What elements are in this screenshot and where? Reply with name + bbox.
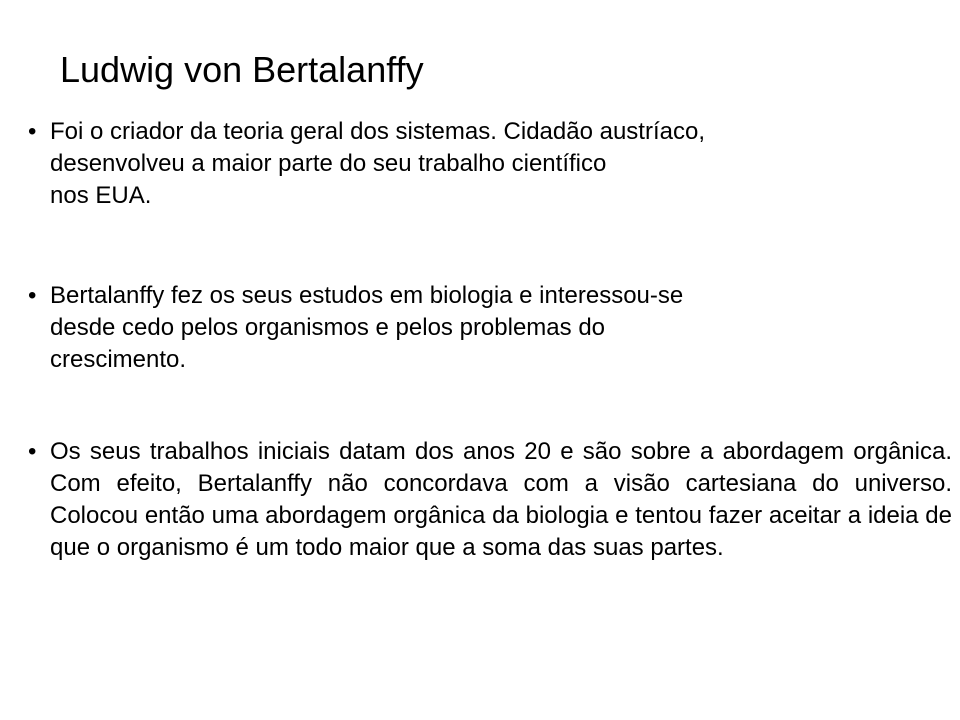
bullet-item-2	[28, 280, 952, 376]
bullet-1-line-2: desenvolveu a maior parte do seu trabalho científico	[50, 150, 607, 177]
bullet-1-line-1: Foi o criador da teoria geral dos sistemas. Cidadão austríaco,	[50, 118, 705, 145]
bullet-1-line-3: nos EUA.	[50, 182, 152, 209]
bullet-item-3	[28, 436, 952, 564]
slide-title: Ludwig von Bertalanffy	[60, 49, 424, 90]
bullet-2-line-2: desde cedo pelos organismos e pelos problemas do	[50, 314, 606, 341]
bullet-marker: •	[28, 438, 37, 465]
bullet-item-1	[28, 116, 952, 212]
bullet-3-text: Os seus trabalhos iniciais datam dos anos 20 e são sobre a abordagem orgânica. Com efeito, Bertalanffy não concordava com a visão cartesiana do universo. Colocou então uma abordagem orgânica da biologia e tentou fazer aceitar a ideia de que o organismo é um todo maior que a soma das suas partes.	[50, 438, 952, 561]
bullet-2-line-1: Bertalanffy fez os seus estudos em biologia e interessou-se	[50, 282, 684, 309]
bullet-marker: •	[28, 282, 37, 309]
bullet-marker: •	[28, 118, 37, 145]
bullet-2-line-3: crescimento.	[50, 346, 187, 373]
